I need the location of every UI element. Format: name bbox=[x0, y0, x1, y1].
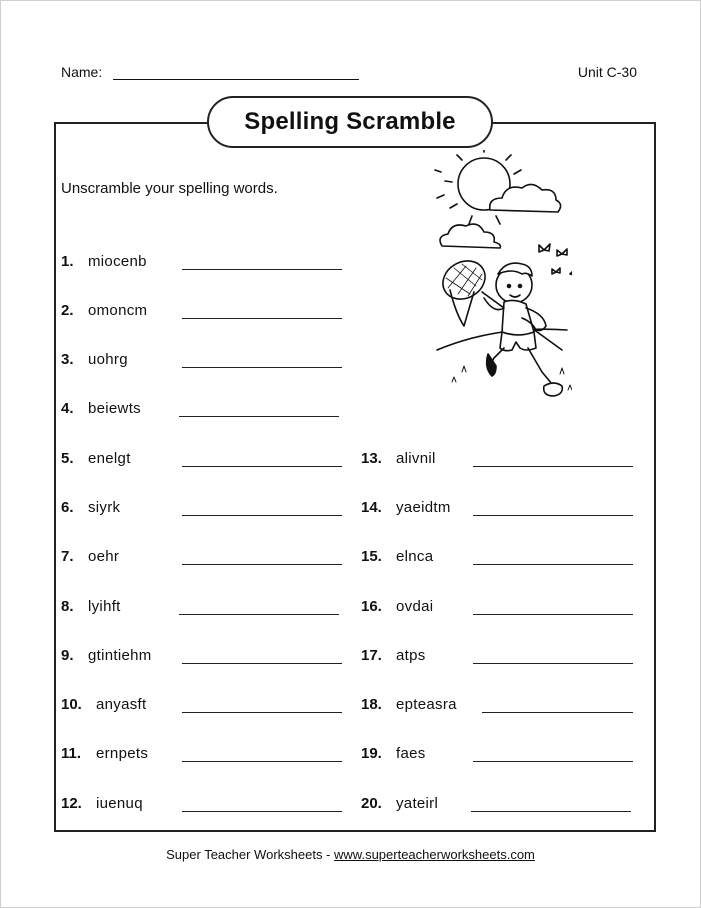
name-label: Name: bbox=[61, 64, 103, 80]
name-answer-line[interactable] bbox=[113, 79, 359, 80]
scrambled-word: anyasft bbox=[96, 696, 147, 713]
answer-line[interactable] bbox=[182, 663, 342, 664]
item-number: 7. bbox=[61, 548, 74, 565]
item-number: 9. bbox=[61, 647, 74, 664]
scrambled-word: iuenuq bbox=[96, 795, 143, 812]
item-number: 3. bbox=[61, 351, 74, 368]
scrambled-word: lyihft bbox=[88, 598, 121, 615]
item-number: 10. bbox=[61, 696, 82, 713]
answer-line[interactable] bbox=[473, 761, 633, 762]
item-number: 11. bbox=[61, 745, 82, 762]
answer-line[interactable] bbox=[473, 564, 633, 565]
scrambled-word: elnca bbox=[396, 548, 434, 565]
footer bbox=[0, 847, 701, 862]
item-number: 13. bbox=[361, 450, 382, 467]
answer-line[interactable] bbox=[471, 811, 631, 812]
answer-line[interactable] bbox=[182, 318, 342, 319]
answer-line[interactable] bbox=[182, 515, 342, 516]
footer-link[interactable]: www.superteacherworksheets.com bbox=[334, 847, 535, 862]
scrambled-word: atps bbox=[396, 647, 426, 664]
answer-line[interactable] bbox=[182, 466, 342, 467]
answer-line[interactable] bbox=[179, 614, 339, 615]
item-number: 5. bbox=[61, 450, 74, 467]
answer-line[interactable] bbox=[182, 367, 342, 368]
item-number: 18. bbox=[361, 696, 382, 713]
scrambled-word: faes bbox=[396, 745, 426, 762]
boy-with-butterfly-net-illustration bbox=[432, 150, 572, 415]
scrambled-word: uohrg bbox=[88, 351, 128, 368]
answer-line[interactable] bbox=[182, 564, 342, 565]
item-number: 4. bbox=[61, 400, 74, 417]
scrambled-word: epteasra bbox=[396, 696, 457, 713]
answer-line[interactable] bbox=[473, 466, 633, 467]
item-number: 12. bbox=[61, 795, 82, 812]
scrambled-word: beiewts bbox=[88, 400, 141, 417]
answer-line[interactable] bbox=[473, 663, 633, 664]
scrambled-word: alivnil bbox=[396, 450, 436, 467]
item-number: 17. bbox=[361, 647, 382, 664]
unit-label: Unit C-30 bbox=[577, 64, 637, 80]
worksheet-header bbox=[61, 64, 637, 84]
answer-line[interactable] bbox=[473, 515, 633, 516]
cloud-icon bbox=[440, 224, 500, 248]
answer-line[interactable] bbox=[182, 269, 342, 270]
answer-line[interactable] bbox=[182, 811, 342, 812]
item-number: 15. bbox=[361, 548, 382, 565]
answer-line[interactable] bbox=[182, 712, 342, 713]
item-number: 6. bbox=[61, 499, 74, 516]
scrambled-word: omoncm bbox=[88, 302, 148, 319]
answer-line[interactable] bbox=[482, 712, 633, 713]
answer-line[interactable] bbox=[182, 761, 342, 762]
item-number: 2. bbox=[61, 302, 74, 319]
answer-line[interactable] bbox=[473, 614, 633, 615]
instructions: Unscramble your spelling words. bbox=[61, 180, 278, 197]
scrambled-word: ovdai bbox=[396, 598, 434, 615]
scrambled-word: yaeidtm bbox=[396, 499, 451, 516]
item-number: 19. bbox=[361, 745, 382, 762]
item-number: 1. bbox=[61, 253, 74, 270]
scrambled-word: ernpets bbox=[96, 745, 149, 762]
page-title: Spelling Scramble bbox=[207, 96, 493, 148]
answer-line[interactable] bbox=[179, 416, 339, 417]
scrambled-word: miocenb bbox=[88, 253, 147, 270]
scrambled-word: enelgt bbox=[88, 450, 131, 467]
butterfly-icon bbox=[539, 244, 572, 275]
item-number: 16. bbox=[361, 598, 382, 615]
item-number: 20. bbox=[361, 795, 382, 812]
sun-icon bbox=[435, 150, 521, 224]
scrambled-word: gtintiehm bbox=[88, 647, 152, 664]
footer-text: Super Teacher Worksheets - bbox=[166, 847, 335, 862]
item-number: 8. bbox=[61, 598, 74, 615]
scrambled-word: siyrk bbox=[88, 499, 121, 516]
item-number: 14. bbox=[361, 499, 382, 516]
scrambled-word: yateirl bbox=[396, 795, 439, 812]
scrambled-word: oehr bbox=[88, 548, 120, 565]
